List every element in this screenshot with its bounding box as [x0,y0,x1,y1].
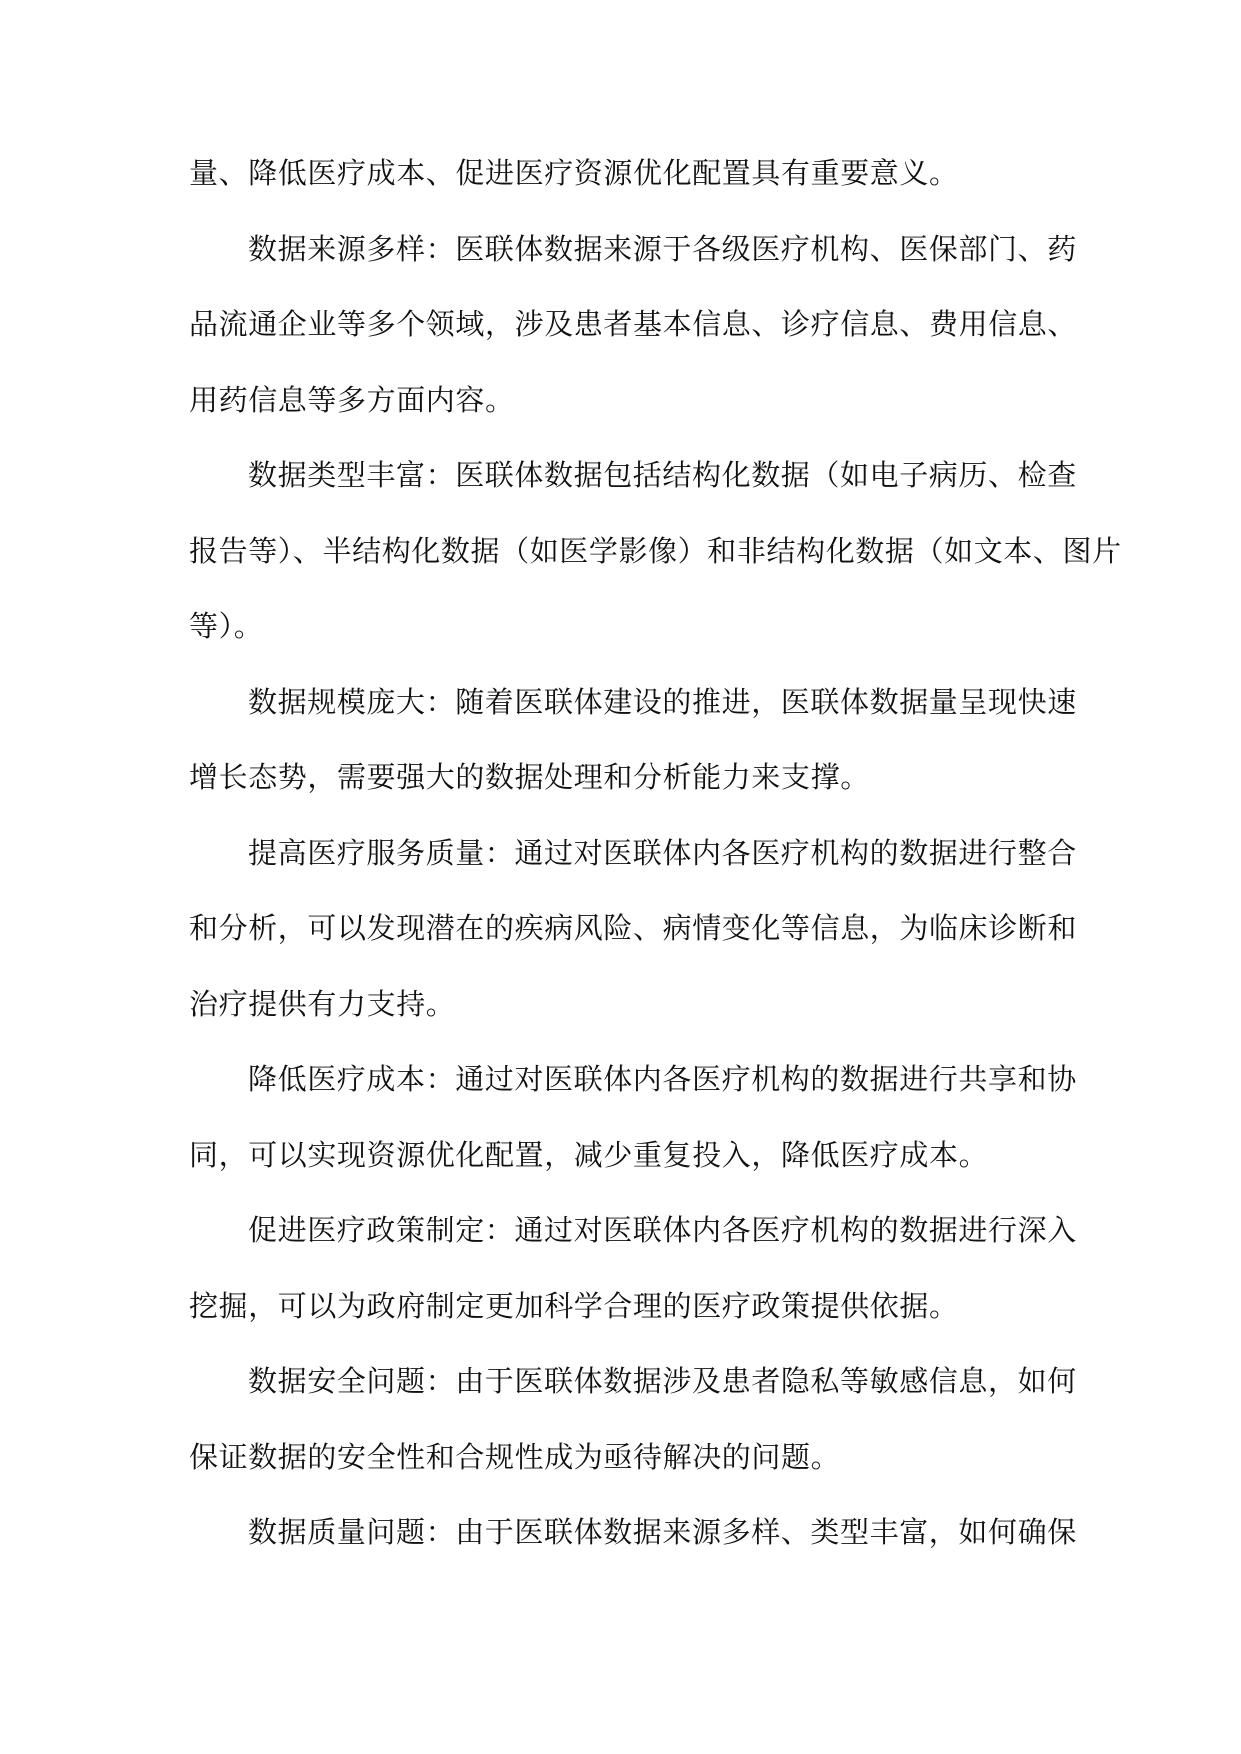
paragraph-first-line: 提高医疗服务质量：通过对医联体内各医疗机构的数据进行整合 [248,836,1077,870]
text-line: 量、降低医疗成本、促进医疗资源优化配置具有重要意义。 [189,156,959,190]
text-line: 报告等）、半结构化数据（如医学影像）和非结构化数据（如文本、图片 [189,534,1122,568]
text-line: 用药信息等多方面内容。 [189,383,515,417]
paragraph-first-line: 降低医疗成本：通过对医联体内各医疗机构的数据进行共享和协 [248,1062,1077,1096]
paragraph-first-line: 促进医疗政策制定：通过对医联体内各医疗机构的数据进行深入 [248,1213,1077,1247]
text-line: 和分析，可以发现潜在的疾病风险、病情变化等信息，为临床诊断和 [189,911,1078,945]
text-line: 品流通企业等多个领域，涉及患者基本信息、诊疗信息、费用信息、 [189,307,1078,341]
paragraph-first-line: 数据安全问题：由于医联体数据涉及患者隐私等敏感信息，如何 [248,1364,1077,1398]
paragraph-first-line: 数据质量问题：由于医联体数据来源多样、类型丰富，如何确保 [248,1515,1077,1549]
paragraph-first-line: 数据类型丰富：医联体数据包括结构化数据（如电子病历、检查 [248,458,1077,492]
text-line: 增长态势，需要强大的数据处理和分析能力来支撑。 [189,760,870,794]
text-line: 治疗提供有力支持。 [189,987,456,1021]
text-line: 等）。 [189,609,264,643]
text-line: 保证数据的安全性和合规性成为亟待解决的问题。 [189,1440,841,1474]
paragraph-first-line: 数据规模庞大：随着医联体建设的推进，医联体数据量呈现快速 [248,685,1077,719]
paragraph-first-line: 数据来源多样：医联体数据来源于各级医疗机构、医保部门、药 [248,232,1077,266]
text-line: 挖掘，可以为政府制定更加科学合理的医疗政策提供依据。 [189,1289,959,1323]
text-line: 同，可以实现资源优化配置，减少重复投入，降低医疗成本。 [189,1138,989,1172]
